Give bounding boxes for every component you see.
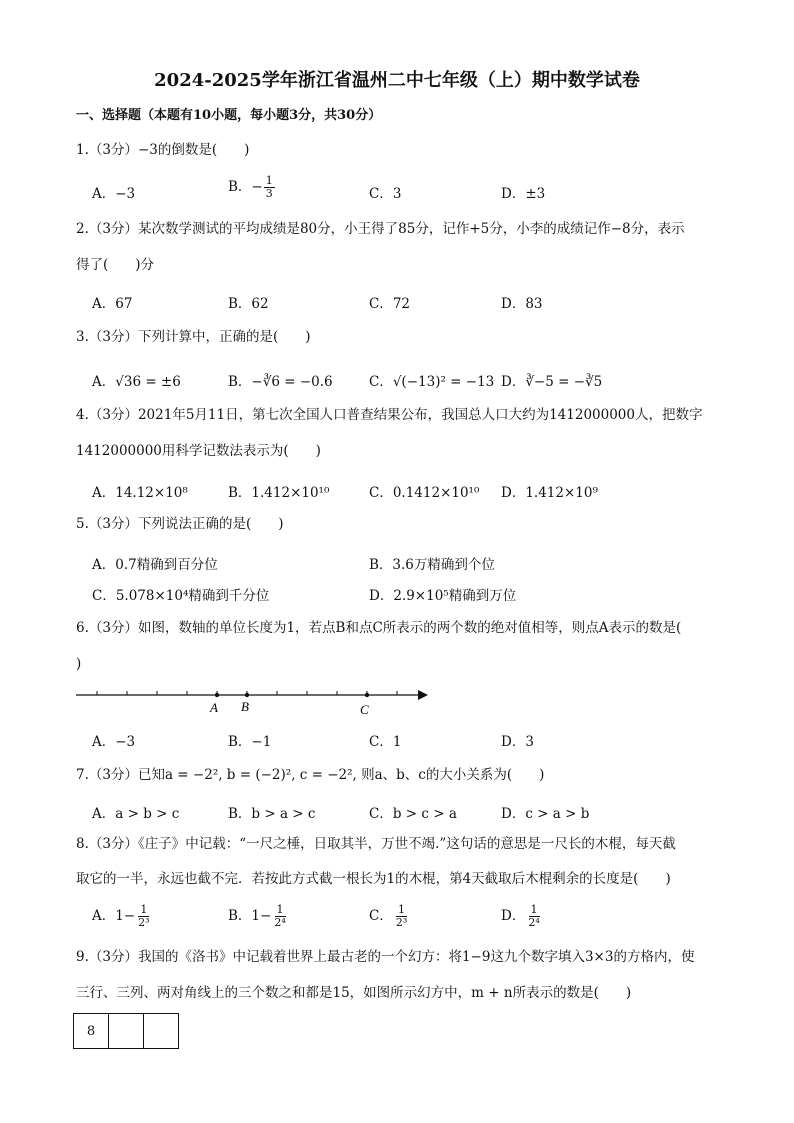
point-c xyxy=(365,693,369,697)
q3-option-a: A．√36 = ±6 xyxy=(92,374,181,390)
magic-square-table xyxy=(73,1013,179,1049)
section-heading: 一、选择题（本题有10小题，每小题3分，共30分） xyxy=(76,108,382,123)
q8-option-d: D． $\frac{1}{\text{2⁴}}$ xyxy=(501,903,540,929)
question-9-line1: 9.（3分）我国的《洛书》中记载着世界上最古老的一个幻方：将1−9这九个数字填入3×3的方格内，使 xyxy=(76,949,695,965)
q7-option-b: B．b > a > c xyxy=(228,806,316,822)
q6-option-b: B．−1 xyxy=(228,734,272,750)
q2-option-c: C．72 xyxy=(369,296,411,312)
grid-cell: 8 xyxy=(74,1014,109,1049)
arrow-icon xyxy=(418,690,428,700)
q1-option-d: D．±3 xyxy=(501,186,546,202)
q4-option-a: A．14.12×10⁸ xyxy=(92,485,188,501)
q6-option-d: D．3 xyxy=(501,734,534,750)
number-line-figure xyxy=(70,680,430,720)
q7-option-c: C．b > c > a xyxy=(369,806,457,822)
label-a: A xyxy=(210,700,218,715)
q8-option-c: C． $\frac{1}{\text{2³}}$ xyxy=(369,903,408,929)
q4-option-c: C．0.1412×10¹⁰ xyxy=(369,485,480,501)
point-b xyxy=(245,693,249,697)
question-2-line2: 得了( )分 xyxy=(76,257,155,273)
q2-option-a: A．67 xyxy=(92,296,133,312)
table-row xyxy=(74,1014,179,1049)
q5-option-a: A．0.7精确到百分位 xyxy=(92,557,218,573)
q3-option-c: C．√(−13)² = −13 xyxy=(369,374,495,390)
grid-cell xyxy=(144,1014,179,1049)
question-6-line1: 6.（3分）如图，数轴的单位长度为1，若点B和点C所表示的两个数的绝对值相等，则点A表示的数是( xyxy=(76,620,682,636)
question-8-line1: 8.（3分）《庄子》中记载：“一尺之棰，日取其半，万世不竭.”这句话的意思是一尺长的木棍，每天截 xyxy=(76,836,676,852)
q3-option-b: B．−∛6 = −0.6 xyxy=(228,374,333,390)
q2-option-b: B．62 xyxy=(228,296,269,312)
q6-option-a: A．−3 xyxy=(92,734,136,750)
q8-option-b: B．1− $\frac{1}{\text{2⁴}}$ xyxy=(228,903,286,929)
question-2-line1: 2.（3分）某次数学测试的平均成绩是80分，小王得了85分，记作+5分，小李的成绩记作−8分，表示 xyxy=(76,221,685,237)
q4-option-b: B．1.412×10¹⁰ xyxy=(228,485,330,501)
question-8-line2: 取它的一半，永远也截不完．若按此方式截一根长为1的木棍，第4天截取后木棍剩余的长度是( ) xyxy=(76,871,671,887)
q1-option-b: B．− $\frac{1}{3}$ xyxy=(228,174,273,200)
q1-option-c: C．3 xyxy=(369,186,402,202)
q7-option-d: D．c > a > b xyxy=(501,806,590,822)
question-6-line2: ) xyxy=(76,656,82,672)
q7-option-a: A．a > b > c xyxy=(92,806,180,822)
grid-cell xyxy=(109,1014,144,1049)
question-1-stem: 1.（3分）−3的倒数是( ) xyxy=(76,142,250,158)
q5-option-b: B．3.6万精确到个位 xyxy=(369,557,495,573)
question-9-line2: 三行、三列、两对角线上的三个数之和都是15，如图所示幻方中，m + n所表示的数是( ) xyxy=(76,985,632,1001)
q3-option-d: D．∛−5 = −∛5 xyxy=(501,374,603,390)
question-4-line1: 4.（3分）2021年5月11日，第七次全国人口普查结果公布，我国总人口大约为1412000000人，把数字 xyxy=(76,407,703,423)
q5-option-c: C．5.078×10⁴精确到千分位 xyxy=(92,588,270,604)
q1-option-a: A．−3 xyxy=(92,186,136,202)
q4-option-d: D．1.412×10⁹ xyxy=(501,485,598,501)
question-5-stem: 5.（3分）下列说法正确的是( ) xyxy=(76,516,284,532)
point-a xyxy=(215,693,219,697)
question-3-stem: 3.（3分）下列计算中，正确的是( ) xyxy=(76,329,311,345)
q5-option-d: D．2.9×10⁵精确到万位 xyxy=(369,588,517,604)
q2-option-d: D．83 xyxy=(501,296,543,312)
question-7-stem: 7.（3分）已知a = −2², b = (−2)², c = −2², 则a、b、c的大小关系为( ) xyxy=(76,767,545,783)
q8-option-a: A．1− $\frac{1}{\text{2³}}$ xyxy=(92,903,150,929)
page-title: 2024-2025学年浙江省温州二中七年级（上）期中数学试卷 xyxy=(154,70,640,91)
label-b: B xyxy=(241,699,249,714)
label-c: C xyxy=(360,702,369,717)
q6-option-c: C．1 xyxy=(369,734,402,750)
question-4-line2: 1412000000用科学记数法表示为( ) xyxy=(76,443,321,459)
